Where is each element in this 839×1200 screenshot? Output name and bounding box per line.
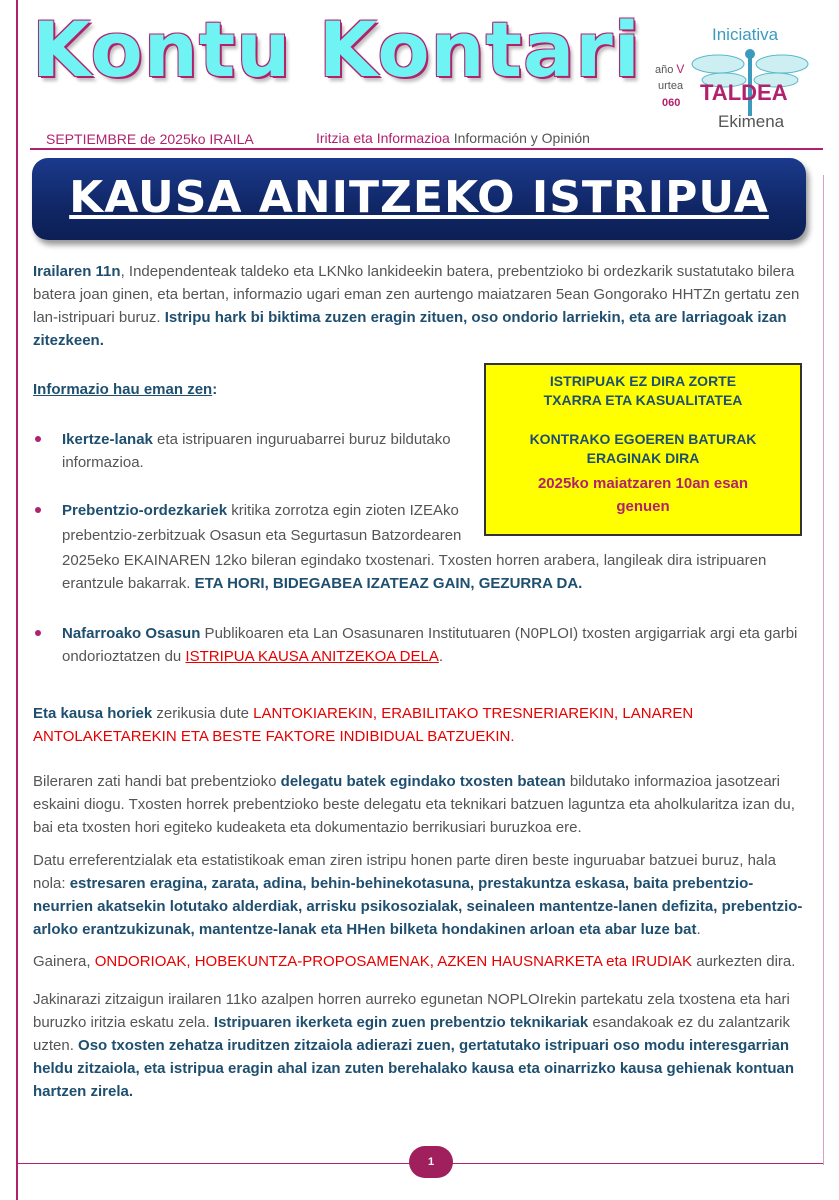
callout-line-1: ISTRIPUAK EZ DIRA ZORTE TXARRA ETA KASUALITATEA bbox=[543, 373, 743, 408]
bullet-ikertze: Ikertze-lanak eta istripuaren inguruabarrei buruz bildutako informazioa. bbox=[62, 431, 451, 471]
bullet-nafarroako: Nafarroako Osasun Publikoaren eta Lan Osasunaren Institutuaren (N0PLOI) txosten argigarriak argi eta garbi ondorioztatzen du ISTRIPUA KAUSA ANITZEKOA DELA. bbox=[62, 625, 798, 665]
bullet-dot bbox=[35, 507, 41, 513]
masthead-rule bbox=[30, 148, 823, 150]
left-border-rule bbox=[16, 0, 18, 1200]
bullet-prebentzio-line1: Prebentzio-ordezkariek kritika zorrotza egin zioten IZEAko bbox=[62, 502, 459, 519]
page-number: 1 bbox=[409, 1146, 453, 1178]
year-label: año V bbox=[655, 62, 685, 76]
data-paragraph: Datu erreferentzialak eta estatistikoak eman ziren istripu honen parte diren beste inguruabar batzuei buruz, hala nola: estresaren eragina, zarata, adina, behin-behinekotasuna, prestakuntza eskasa, baita prebentzio-neurrien akatsekin lotutako alderdiak, arrisku psikosozialak, seinaleen mantentze-lanen defizita, prebentzio-arloko erantzukizunak, mantentze-lanak eta HHen bilketa hondakinen arloan eta abar luze bat. bbox=[33, 852, 803, 938]
headline: KAUSA ANITZEKO ISTRIPUA bbox=[69, 172, 769, 223]
causes-paragraph: Eta kausa horiek zerikusia dute LANTOKIAREKIN, ERABILITAKO TRESNERIAREKIN, LANAREN ANTOLAKETAREKIN ETA BESTE FAKTORE INDIBIDUAL BATZUEKIN. bbox=[33, 705, 694, 745]
info-heading: Informazio hau eman zen: bbox=[33, 381, 218, 398]
intro-paragraph: Irailaren 11n, Independenteak taldeko eta LKNko lankideekin batera, prebentzioko bi ordezkarik sustatutako bilera batera joan ginen, eta bertan, informazio ugari eman zen aurtengo maiatzaren 5ean Gongorako HHTZn gertatu zen lan-istripuari buruz. Istripu hark bi biktima zuzen eragin zituen, oso ondorio larriekin, eta are larriagoak izan zitezkeen. bbox=[33, 263, 800, 349]
issue-number: 060 bbox=[662, 97, 681, 109]
gainera-paragraph: Gainera, ONDORIOAK, HOBEKUNTZA-PROPOSAMENAK, AZKEN HAUSNARKETA eta IRUDIAK aurkezten dira. bbox=[33, 953, 796, 970]
ekimena-label: Ekimena bbox=[718, 112, 785, 131]
callout-line-2: KONTRAKO EGOEREN BATURAK ERAGINAK DIRA bbox=[529, 431, 757, 466]
callout-quote: 2025ko maiatzaren 10an esan genuen bbox=[537, 475, 749, 515]
conclusion-paragraph: Jakinarazi zitzaigun irailaren 11ko azalpen horren aurreko egunetan NOPLOIrekin partekatu zela txostena eta hari buruzko iritzia eskatu zela. Istripuaren ikerketa egin zuen prebentzio teknikariak esandakoak ez du zalantzarik uzten. Oso txosten zehatza iruditzen zitzaiola adierazi zuen, gertatutako istripuari oso modu interesgarrian heldu zitzaiola, eta istripua eragin ahal izan zuten berehalako kausa eta oinarrizko kausa gehienak kontuan hartzen zirela. bbox=[33, 991, 795, 1100]
right-border-rule bbox=[823, 175, 824, 1165]
taldea-logo-text: TALDEA bbox=[700, 80, 788, 105]
bullet-prebentzio-line2: prebentzio-zerbitzuak Osasun eta Segurtasun Batzordearen bbox=[62, 527, 462, 544]
issue-date: SEPTIEMBRE de 2025ko IRAILA bbox=[46, 131, 254, 147]
urtea-label: urtea bbox=[658, 80, 684, 92]
bullet-dot bbox=[35, 436, 41, 442]
bullet-dot bbox=[35, 630, 41, 636]
meeting-paragraph: Bileraren zati handi bat prebentzioko delegatu batek egindako txosten batean bildutako informazioa jasotzeari eskaini diogu. Txosten horrek prebentzioko beste delegatu eta teknikari batzuen laguntza eta aholkularitza izan du, bai eta txosten hori egiteko kudeaketa eta dokumentazio berrikusiari buruzkoa ere. bbox=[33, 773, 795, 836]
masthead-title: Kontu Kontari bbox=[32, 5, 641, 94]
iniciativa-label: Iniciativa bbox=[712, 25, 779, 44]
tagline: Iritzia eta Informazioa Información y Opinión bbox=[316, 130, 590, 146]
bullet-prebentzio-rest: 2025eko EKAINAREN 12ko bileran egindako txostenari. Txosten horren arabera, langileak dira istripuaren erantzule bakarrak. ETA HORI, BIDEGABEA IZATEAZ GAIN, GEZURRA DA. bbox=[62, 552, 767, 592]
